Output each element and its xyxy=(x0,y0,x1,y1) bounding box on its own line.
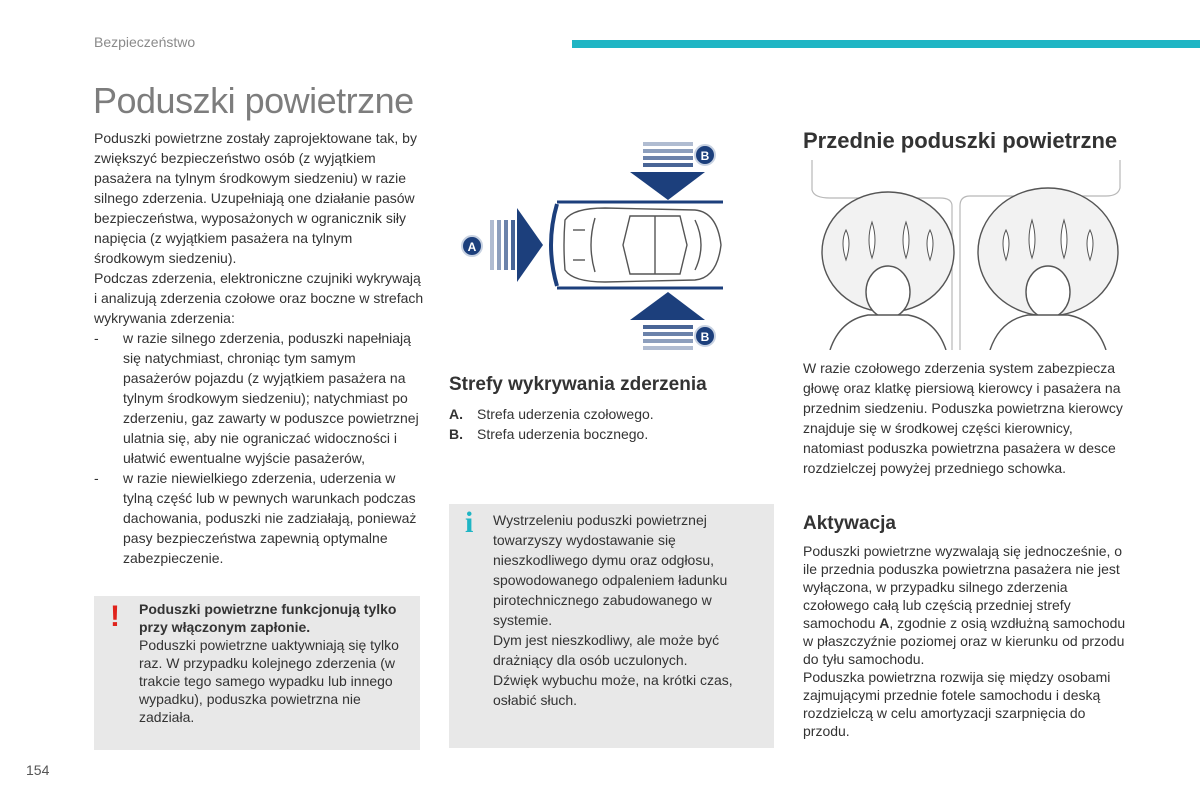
zone-key: A. xyxy=(449,406,463,422)
section-label: Bezpieczeństwo xyxy=(94,34,196,50)
activation-text-after: , zgodnie z osią wzdłużną samochodu w płaszczyźnie poziomej oraz w kierunku od przodu do tyłu samochodu. xyxy=(803,615,1126,667)
label-a-text: A xyxy=(467,240,477,254)
warning-body-text: Poduszki powietrzne uaktywniają się tylko raz. W przypadku kolejnego zderzenia (w trakcie tego samego wypadku lub innego wypadku), poduszka powietrzna nie zadziała. xyxy=(139,637,399,725)
list-item xyxy=(94,468,424,568)
zones-list xyxy=(449,404,654,444)
list-item xyxy=(449,424,654,444)
zones-heading: Strefy wykrywania zderzenia xyxy=(449,374,707,395)
zone-text: Strefa uderzenia czołowego. xyxy=(477,406,654,422)
activation-heading: Aktywacja xyxy=(803,513,896,534)
front-airbags-illustration xyxy=(810,160,1128,350)
activation-paragraph-2: Poduszka powietrzna rozwija się między osobami zajmującymi przednie fotele samochodu i deską rozdzielczą w celu amortyzacji szarpnięcia do przodu. xyxy=(803,669,1111,739)
warning-bold-text: Poduszki powietrzne funkcjonują tylko przy włączonym zapłonie. xyxy=(139,601,397,635)
label-b-top-text: B xyxy=(700,149,710,163)
label-b-bottom-text: B xyxy=(700,330,710,344)
side-impact-arrow-bottom xyxy=(630,292,705,350)
front-zone-bracket xyxy=(551,204,557,286)
front-airbags-heading: Przednie poduszki powietrzne xyxy=(803,128,1118,153)
bullet-text: w razie niewielkiego zderzenia, uderzenia w tylną część lub w pewnych warunkach podczas dachowania, poduszki nie zadziałają, ponieważ pasy bezpieczeństwa zapewnią optymalne zabezpieczenie. xyxy=(123,470,417,566)
warning-text xyxy=(139,600,409,726)
bullet-text: w razie silnego zderzenia, poduszki napełniają się natychmiast, chroniąc tym samym pasażerów pojazdu (z wyjątkiem pasażera na tylnym środkowym siedzeniu); natychmiast po zderzeniu, gaz zawarty w poduszce powietrznej ulatnia się, aby nie ograniczać widoczności i ułatwić ewentualne wyjście pasażerów, xyxy=(123,330,419,466)
info-text xyxy=(493,510,765,710)
passenger-airbag xyxy=(978,188,1118,350)
activation-zone-a: A xyxy=(879,615,890,631)
bullet-dash: - xyxy=(94,330,99,346)
driver-airbag xyxy=(822,192,954,350)
car-top-view xyxy=(564,208,721,282)
page-title: Poduszki powietrzne xyxy=(93,80,414,121)
bullet-dash: - xyxy=(94,470,99,486)
info-box xyxy=(449,504,774,748)
warning-box xyxy=(94,596,420,750)
activation-text-before: Poduszki powietrzne wyzwalają się jednocześnie, o ile przednia poduszka powietrzna pasażera nie jest wyłączona, w przypadku silnego zderzenia czołowego całą lub częścią przedniej strefy samochodu xyxy=(803,543,1123,631)
info-paragraph-1: Wystrzeleniu poduszki powietrznej towarzyszy wydostawanie się nieszkodliwego dymu oraz odgłosu, spowodowanego odpaleniem ładunku pirotechnicznego zabudowanego w systemie. xyxy=(493,512,728,628)
front-airbags-text: W razie czołowego zderzenia system zabezpiecza głowę oraz klatkę piersiową kierowcy i pasażera na przednim siedzeniu. Poduszka powietrzna kierowcy znajduje się w środkowej części kierownicy, natomiast poduszka powietrzna pasażera w desce rozdzielczej powyżej przedniego schowka. xyxy=(803,360,1123,476)
info-paragraph-2: Dym jest nieszkodliwy, ale może być drażniący dla osób uczulonych. xyxy=(493,632,720,668)
side-impact-arrow-top xyxy=(630,142,705,200)
page-number: 154 xyxy=(26,762,50,778)
activation-paragraph-1 xyxy=(803,542,1135,668)
front-impact-arrow xyxy=(490,208,543,282)
activation-text xyxy=(803,542,1135,740)
info-icon: i xyxy=(465,506,474,539)
info-paragraph-3: Dźwięk wybuchu może, na krótki czas, osłabić słuch. xyxy=(493,672,733,708)
intro-paragraph-1: Poduszki powietrzne zostały zaprojektowane tak, by zwiększyć bezpieczeństwo osób (z wyjątkiem pasażera na tylnym środkowym siedzeniu) w razie silnego zderzenia. Uzupełniają one działanie pasów bezpieczeństwa, wyposażonych w ogranicznik siły napięcia (z wyjątkiem pasażera na tylnym środkowym siedzeniu). xyxy=(94,130,417,266)
intro-text xyxy=(94,128,424,568)
intro-paragraph-2: Podczas zderzenia, elektroniczne czujniki wykrywają i analizują zderzenia czołowe oraz boczne w strefach wykrywania zderzenia: xyxy=(94,270,424,326)
list-item xyxy=(94,328,424,468)
header-accent-bar xyxy=(572,40,1200,48)
crash-zones-diagram xyxy=(455,140,755,360)
zone-text: Strefa uderzenia bocznego. xyxy=(477,426,649,442)
zone-key: B. xyxy=(449,426,463,442)
list-item xyxy=(449,404,654,424)
warning-icon: ! xyxy=(110,600,120,633)
